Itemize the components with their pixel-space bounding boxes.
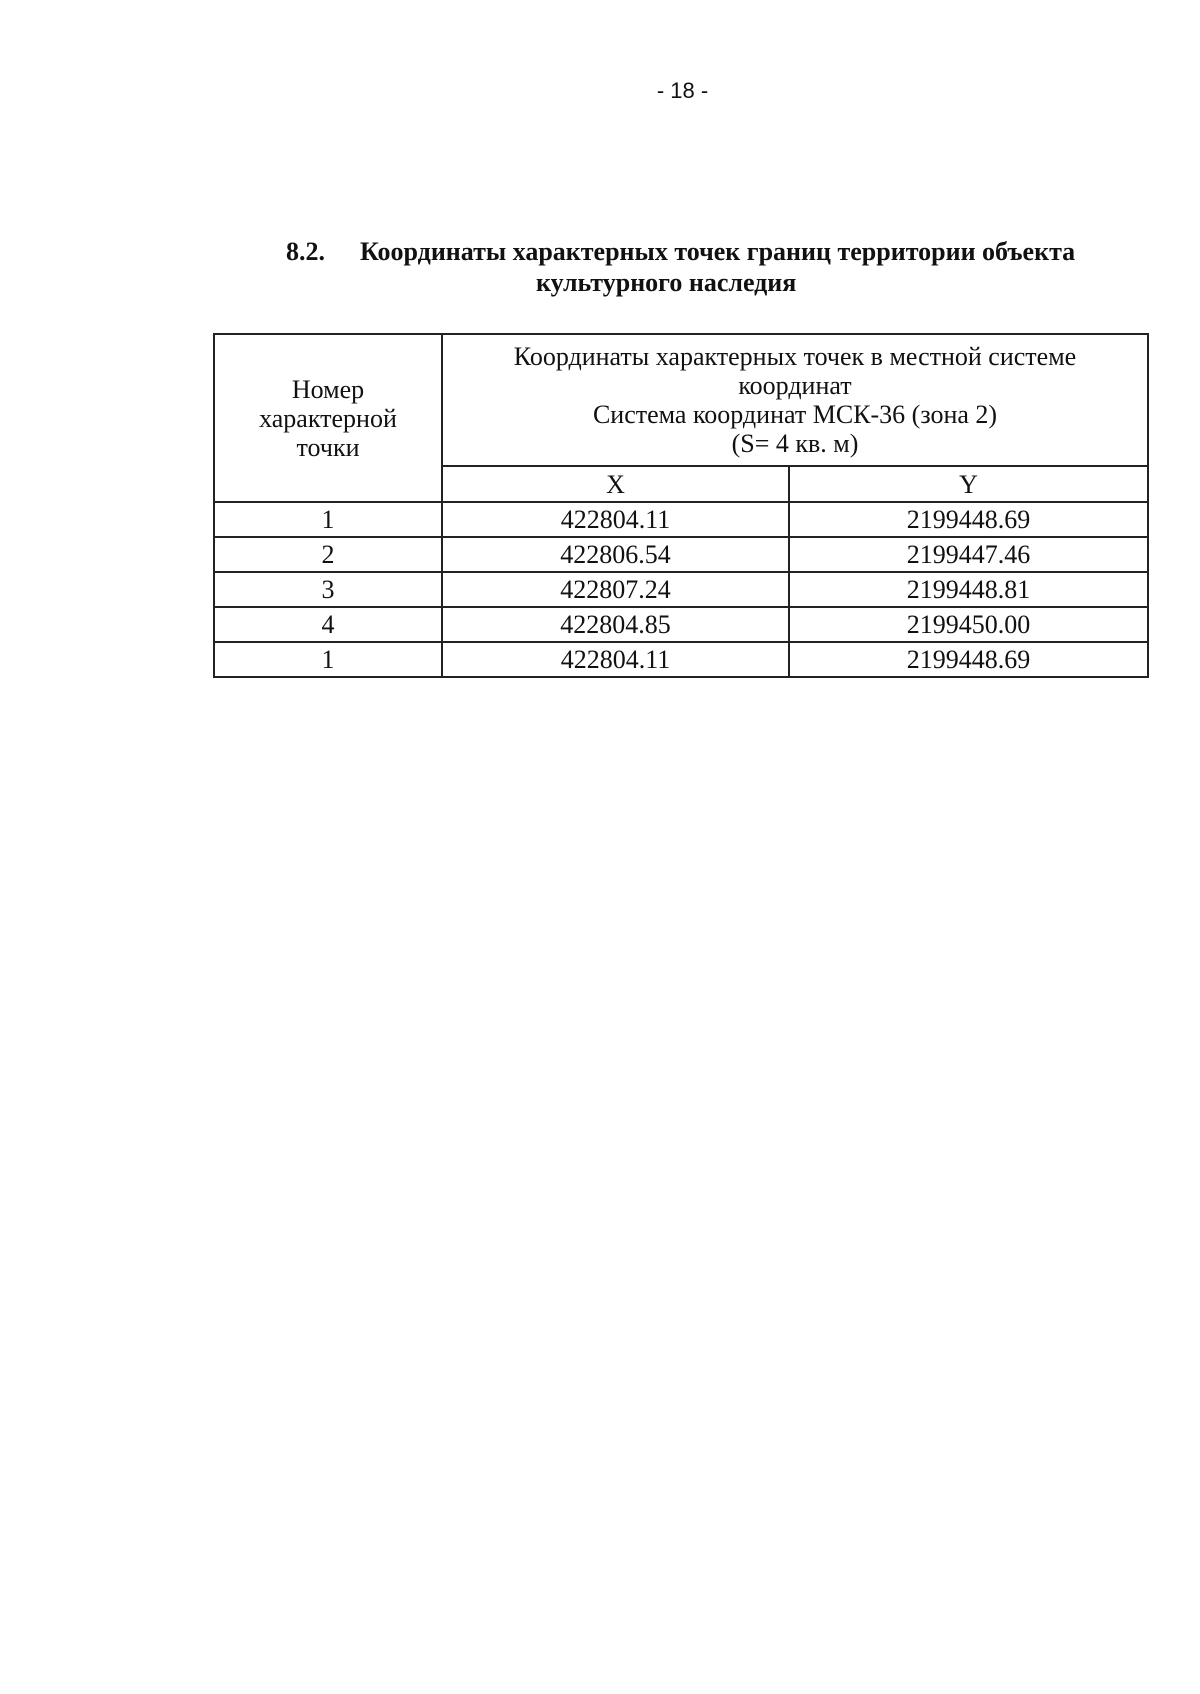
cell-y: 2199448.69	[789, 502, 1148, 537]
cell-x: 422804.11	[442, 502, 789, 537]
section-title-line2: культурного наследия	[536, 268, 797, 297]
header-coordinates-line: Координаты характерных точек в местной системе	[513, 342, 1077, 371]
cell-point: 3	[214, 572, 442, 607]
table-row	[214, 502, 1148, 537]
cell-y: 2199447.46	[789, 537, 1148, 572]
cell-x: 422804.85	[442, 607, 789, 642]
header-y: Y	[789, 466, 1148, 502]
cell-point: 2	[214, 537, 442, 572]
table-row	[214, 642, 1148, 677]
table-row	[214, 537, 1148, 572]
cell-point: 4	[214, 607, 442, 642]
table-row	[214, 607, 1148, 642]
header-coordinates-line: (S= 4 кв. м)	[731, 429, 859, 458]
coordinates-table	[213, 333, 1149, 678]
header-coordinates-line: Система координат МСК-36 (зона 2)	[592, 400, 998, 429]
cell-x: 422804.11	[442, 642, 789, 677]
table-row	[214, 572, 1148, 607]
header-x: X	[442, 466, 789, 502]
header-coordinates-line: координат	[738, 371, 852, 400]
section-title	[286, 236, 1146, 298]
header-point-line: характерной	[259, 403, 397, 433]
cell-x: 422807.24	[442, 572, 789, 607]
cell-point: 1	[214, 502, 442, 537]
header-coordinates	[442, 334, 1148, 466]
page-number: - 18 -	[656, 78, 709, 103]
cell-y: 2199448.69	[789, 642, 1148, 677]
cell-y: 2199450.00	[789, 607, 1148, 642]
section-title-line1: Координаты характерных точек границ территории объекта	[360, 237, 1076, 266]
section-number: 8.2.	[286, 237, 325, 266]
header-point-number	[214, 334, 442, 502]
header-point-line: точки	[296, 432, 360, 462]
cell-point: 1	[214, 642, 442, 677]
cell-y: 2199448.81	[789, 572, 1148, 607]
header-point-line: Номер	[291, 374, 365, 404]
cell-x: 422806.54	[442, 537, 789, 572]
